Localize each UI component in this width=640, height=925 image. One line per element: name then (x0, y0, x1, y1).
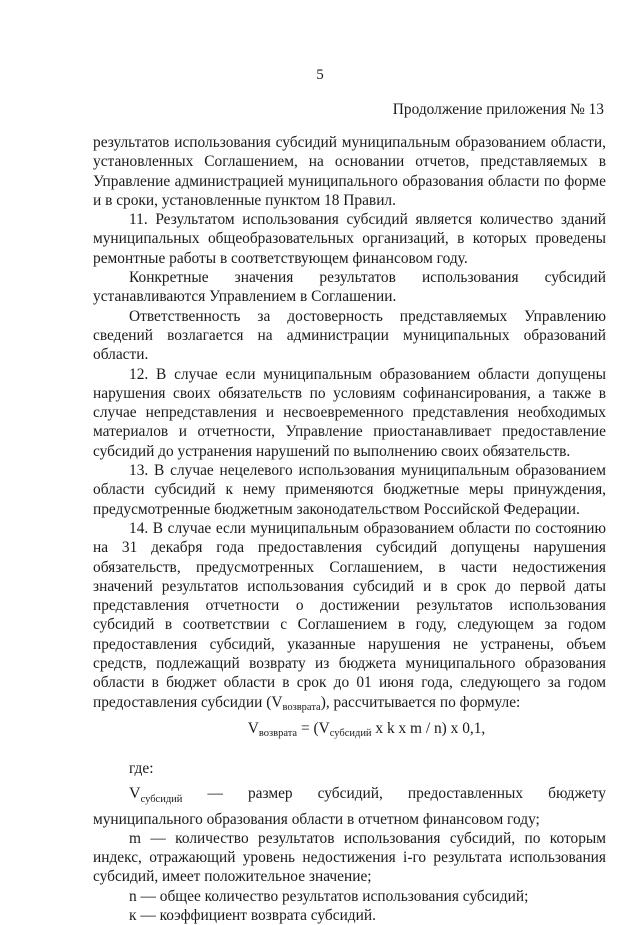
formula-v-left: V (247, 719, 259, 737)
definition-n: n — общее количество результатов использования субсидий; (129, 887, 529, 905)
paragraph-13: 13. В случае нецелевого использования муниципальным образованием области субсидий к нему применяются бюджетные меры принуждения, предусмотренные бюджетным законодательством Российской Федерации. (93, 462, 606, 518)
paragraph-14-text: 14. В случае если муниципальным образованием области по состоянию на 31 декабря года предоставления субсидий допущены нарушения обязательств, предусмотренных Соглашением, в части недостижения значений результатов использования субсидий и в срок до первой даты представления отчетности о достижении результатов использования субсидий в соответствии с Соглашением в году, следующем за годом предоставления субсидий, указанные нарушения не устранены, объем средств, подлежащий возврату из бюджета муниципального образования области в бюджет области в срок до 01 июня года, следующего за годом предоставления субсидии (V (93, 519, 606, 711)
paragraph-14-subscript: возврата (282, 701, 321, 713)
formula-v-right-sub: субсидий (329, 727, 372, 739)
formula-rest: x k x m / n) x 0,1, (371, 719, 486, 737)
appendix-continuation-note: Продолжение приложения № 13 (392, 101, 604, 118)
refund-formula (93, 719, 606, 744)
paragraph-14-tail: ), рассчитывается по формуле: (320, 693, 521, 711)
where-label: где: (129, 759, 154, 777)
paragraph-responsibility: Ответственность за достоверность представляемых Управлению сведений возлагается на администрации муниципальных образований области. (93, 307, 606, 364)
definition-v-text: — размер субсидий, предоставленных бюджету муниципального образования области в отчетном финансовом году; (93, 785, 606, 828)
paragraph-12: 12. В случае если муниципальным образованием области допущены нарушения своих обязательств по условиям софинансирования, а также в случае непредставления и несвоевременного представления необходимых материалов и отчетности, Управление приостанавливает предоставление субсидий до устранения нарушений по выполнению своих обязательств. (93, 365, 606, 460)
page-number: 5 (316, 67, 324, 83)
definition-v-subsidies (93, 784, 606, 829)
definition-m: m — количество результатов использования субсидий, по которым индекс, отражающий уровень недостижения i-го результата использования субсидий, имеет положительное значение; (93, 829, 606, 886)
paragraph-11: 11. Результатом использования субсидий является количество зданий муниципальных общеобразовательных организаций, в которых проведены ремонтные работы в соответствующем финансовом году. (93, 211, 606, 267)
document-body (93, 133, 606, 925)
definition-k: к — коэффициент возврата субсидий. (129, 906, 376, 924)
paragraph-1: результатов использования субсидий муниципальным образованием области, установленных Соглашением, на основании отчетов, представляемых в Управление администрацией муниципального образования области по форме и в сроки, установленные пунктом 18 Правил. (93, 134, 606, 209)
paragraph-14 (93, 519, 606, 717)
formula-v-left-sub: возврата (258, 727, 298, 739)
definition-v-symbol: V (129, 785, 141, 803)
paragraph-specific-values: Конкретные значения результатов использования субсидий устанавливаются Управлением в Соглашении. (93, 269, 606, 306)
formula-eq-open: = (V (297, 719, 330, 737)
definition-v-sub: субсидий (140, 794, 183, 806)
